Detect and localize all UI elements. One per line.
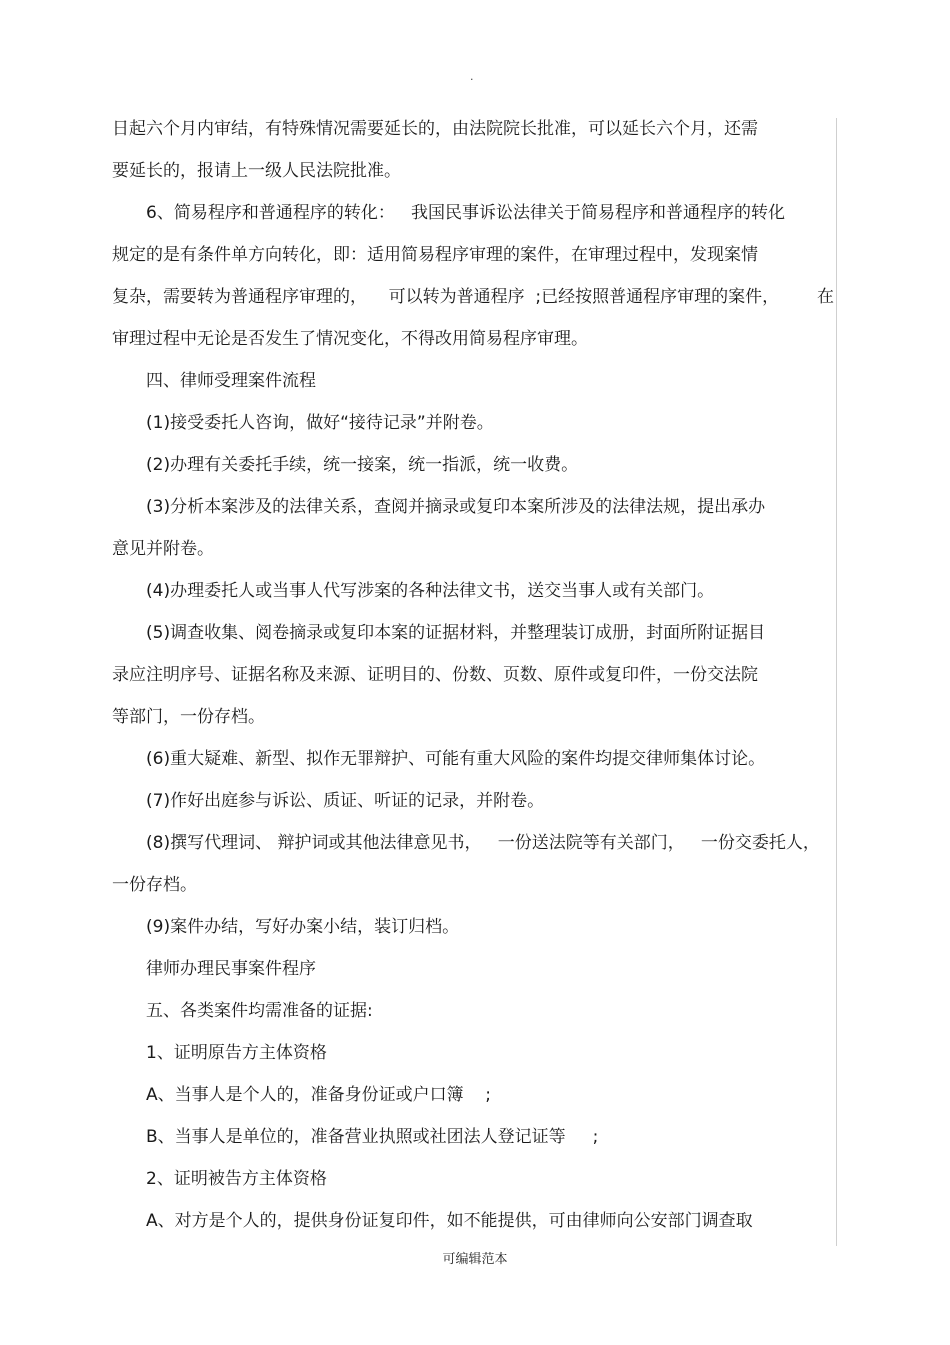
text-line-content: A、对方是个人的，提供身份证复印件，如不能提供，可由律师向公安部门调查取 — [146, 1211, 753, 1231]
text-line-content: (2)办理有关委托手续，统一接案，统一指派，统一收费。 — [146, 455, 579, 475]
text-line-content: (1)接受委托人咨询，做好“接待记录”并附卷。 — [146, 413, 494, 433]
text-line-content: 意见并附卷。 — [112, 539, 214, 559]
text-line — [112, 444, 834, 486]
text-line — [112, 990, 834, 1032]
text-line-content: (3)分析本案涉及的法律关系，查阅并摘录或复印本案所涉及的法律法规，提出承办 — [146, 497, 766, 517]
text-line-content: B、当事人是单位的，准备营业执照或社团法人登记证等 ; — [146, 1127, 599, 1147]
text-line-content: 复杂，需要转为普通程序审理的， 可以转为普通程序 ;已经按照普通程序审理的案件， — [112, 287, 780, 307]
right-margin-rule — [836, 118, 837, 1246]
text-line-content: (4)办理委托人或当事人代写涉案的各种法律文书，送交当事人或有关部门。 — [146, 581, 715, 601]
text-line-content: (7)作好出庭参与诉讼、质证、听证的记录，并附卷。 — [146, 791, 545, 811]
header-mark: . — [470, 70, 474, 83]
text-line — [112, 276, 834, 318]
text-line — [112, 1074, 834, 1116]
text-line-content: (8)撰写代理词、 辩护词或其他法律意见书， 一份送法院等有关部门， 一份交委托人， — [146, 833, 820, 853]
text-line-content: (5)调查收集、阅卷摘录或复印本案的证据材料，并整理装订成册，封面所附证据目 — [146, 623, 766, 643]
text-line — [112, 1116, 834, 1158]
text-line-content: (9)案件办结，写好办案小结，装订归档。 — [146, 917, 460, 937]
text-line — [112, 822, 834, 864]
text-line-content: A、当事人是个人的，准备身份证或户口簿 ; — [146, 1085, 491, 1105]
text-line — [112, 402, 834, 444]
text-line — [112, 234, 834, 276]
text-line — [112, 318, 834, 360]
text-line — [112, 654, 834, 696]
text-line-content: 录应注明序号、证据名称及来源、证明目的、份数、页数、原件或复印件，一份交法院 — [112, 665, 758, 685]
text-line-content: 日起六个月内审结，有特殊情况需要延长的，由法院院长批准，可以延长六个月，还需 — [112, 119, 758, 139]
text-line-content: 四、律师受理案件流程 — [146, 371, 316, 391]
text-line — [112, 150, 834, 192]
text-line-content: 五、各类案件均需准备的证据: — [146, 1001, 373, 1021]
text-line — [112, 570, 834, 612]
text-line — [112, 360, 834, 402]
text-line-content: 2、证明被告方主体资格 — [146, 1169, 327, 1189]
text-line — [112, 1158, 834, 1200]
text-line — [112, 864, 834, 906]
text-line-content: (6)重大疑难、新型、拟作无罪辩护、可能有重大风险的案件均提交律师集体讨论。 — [146, 749, 766, 769]
text-line-content: 规定的是有条件单方向转化，即：适用简易程序审理的案件，在审理过程中，发现案情 — [112, 245, 758, 265]
text-line — [112, 1200, 834, 1242]
text-line-content: 6、简易程序和普通程序的转化： 我国民事诉讼法律关于简易程序和普通程序的转化 — [146, 203, 786, 223]
text-line — [112, 906, 834, 948]
text-line-content: 要延长的，报请上一级人民法院批准。 — [112, 161, 401, 181]
text-line — [112, 528, 834, 570]
text-line — [112, 612, 834, 654]
text-line — [112, 738, 834, 780]
text-line-tail: 在 — [817, 287, 834, 307]
text-line — [112, 780, 834, 822]
text-line — [112, 192, 834, 234]
text-line-content: 审理过程中无论是否发生了情况变化，不得改用简易程序审理。 — [112, 329, 588, 349]
body-text — [112, 108, 834, 1242]
text-line — [112, 948, 834, 990]
text-line — [112, 486, 834, 528]
text-line-content: 等部门，一份存档。 — [112, 707, 265, 727]
text-line — [112, 696, 834, 738]
text-line-content: 一份存档。 — [112, 875, 197, 895]
text-line-content: 1、证明原告方主体资格 — [146, 1043, 327, 1063]
text-line — [112, 108, 834, 150]
text-line — [112, 1032, 834, 1074]
page-footer: 可编辑范本 — [442, 1252, 508, 1267]
text-line-content: 律师办理民事案件程序 — [146, 959, 316, 979]
